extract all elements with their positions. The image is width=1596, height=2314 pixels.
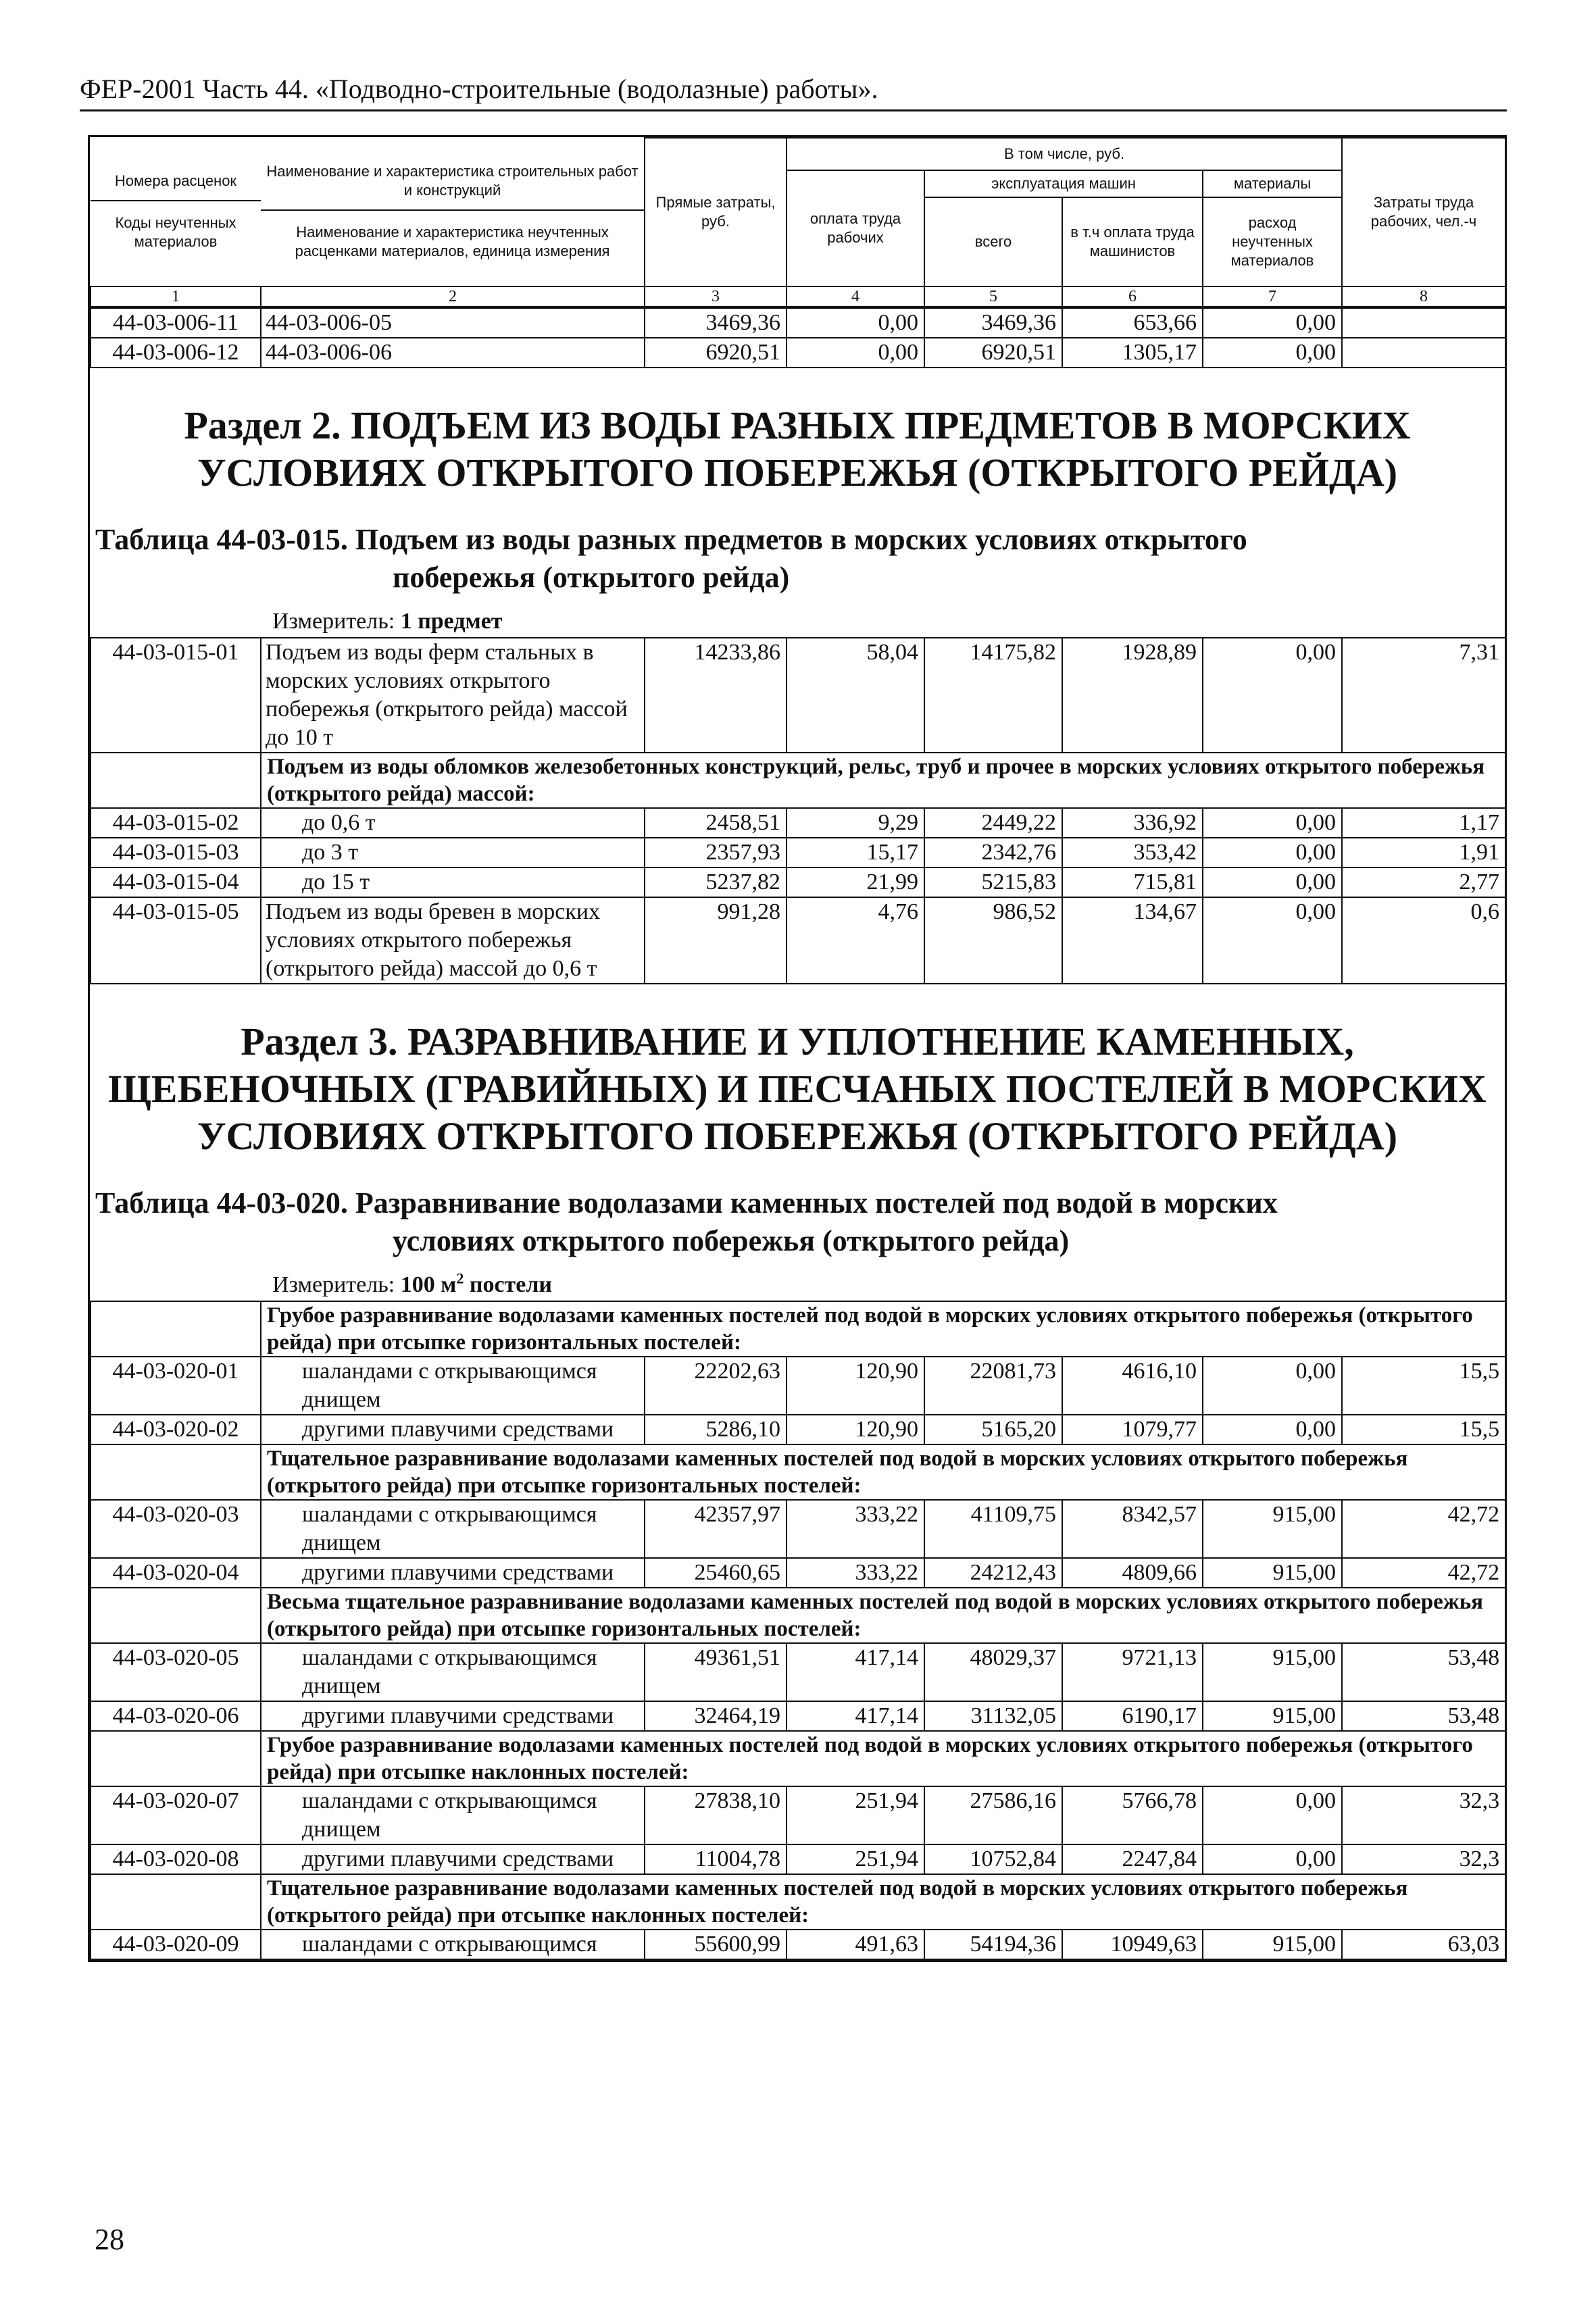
direct-cost: 3469,36	[645, 308, 787, 338]
table-44-03-020-title	[90, 1164, 1505, 1260]
group-header-row	[91, 1731, 1505, 1786]
work-name: Подъем из воды ферм стальных в морских условиях открытого побережья (открытого рейда) массой до 10 т	[261, 638, 645, 753]
labor-hours: 42,72	[1342, 1500, 1505, 1558]
materials-cost: 0,00	[1203, 308, 1342, 338]
materials-cost: 0,00	[1203, 1786, 1342, 1844]
col-num-6: 6	[1062, 286, 1203, 307]
rate-code: 44-03-015-03	[91, 838, 261, 867]
work-name: 44-03-006-06	[261, 338, 645, 368]
group-header: Подъем из воды обломков железобетонных конструкций, рельс, труб и прочее в морских условиях открытого побережья (открытого рейда) массой:	[261, 753, 1505, 808]
table-row	[91, 1643, 1505, 1701]
col-num-5: 5	[924, 286, 1062, 307]
machinist-pay: 336,92	[1062, 808, 1203, 838]
machine-cost: 41109,75	[924, 1500, 1062, 1558]
materials-cost: 0,00	[1203, 867, 1342, 897]
machine-cost: 14175,82	[924, 638, 1062, 753]
col-naim	[261, 138, 645, 286]
machine-cost: 48029,37	[924, 1643, 1062, 1701]
labor-hours: 7,31	[1342, 638, 1505, 753]
materials-cost: 0,00	[1203, 1844, 1342, 1874]
labor-pay: 120,90	[787, 1357, 924, 1415]
machinist-pay: 8342,57	[1062, 1500, 1203, 1558]
header-rule	[80, 109, 1507, 111]
materials-cost: 915,00	[1203, 1930, 1342, 1959]
machine-cost: 3469,36	[924, 308, 1062, 338]
machine-cost: 24212,43	[924, 1558, 1062, 1588]
rate-code: 44-03-020-01	[91, 1357, 261, 1415]
direct-cost: 11004,78	[645, 1844, 787, 1874]
labor-hours: 63,03	[1342, 1930, 1505, 1959]
machine-cost: 10752,84	[924, 1844, 1062, 1874]
group-header-spacer	[91, 1731, 261, 1786]
rate-code: 44-03-020-08	[91, 1844, 261, 1874]
work-name: другими плавучими средствами	[261, 1558, 645, 1588]
measurer-value	[400, 1269, 552, 1297]
col-nomera	[91, 138, 261, 286]
rate-code: 44-03-015-05	[91, 897, 261, 984]
machine-cost: 2342,76	[924, 838, 1062, 867]
table-row	[91, 338, 1505, 368]
table-row	[91, 1415, 1505, 1444]
labor-hours: 1,17	[1342, 808, 1505, 838]
col-num-2: 2	[261, 286, 645, 307]
section-3-title: Раздел 3. РАЗРАВНИВАНИЕ И УПЛОТНЕНИЕ КАМЕННЫХ, ЩЕБЕНОЧНЫХ (ГРАВИЙНЫХ) И ПЕСЧАНЫХ ПОСТЕЛЕЙ В МОРСКИХ УСЛОВИЯХ ОТКРЫТОГО ПОБЕРЕЖЬЯ (ОТКРЫТОГО РЕЙДА)	[108, 1020, 1487, 1158]
direct-cost: 55600,99	[645, 1930, 787, 1959]
machine-cost: 6920,51	[924, 338, 1062, 368]
table-header	[90, 137, 1506, 307]
col-oplata: оплата труда рабочих	[787, 170, 924, 286]
group-header: Тщательное разравнивание водолазами каменных постелей под водой в морских условиях открытого побережья (открытого рейда) при отсыпке горизонтальных постелей:	[261, 1444, 1505, 1500]
work-name: до 3 т	[261, 838, 645, 867]
machinist-pay: 4809,66	[1062, 1558, 1203, 1588]
col-zatraty: Затраты труда рабочих, чел.-ч	[1342, 138, 1505, 286]
group-header-spacer	[91, 1874, 261, 1930]
machinist-pay: 10949,63	[1062, 1930, 1203, 1959]
machinist-pay: 353,42	[1062, 838, 1203, 867]
section-2-title: Раздел 2. ПОДЪЕМ ИЗ ВОДЫ РАЗНЫХ ПРЕДМЕТОВ В МОРСКИХ УСЛОВИЯХ ОТКРЫТОГО ПОБЕРЕЖЬЯ (ОТКРЫТОГО РЕЙДА)	[184, 403, 1411, 495]
rate-code: 44-03-015-04	[91, 867, 261, 897]
running-header: ФЕР-2001 Часть 44. «Подводно-строительные (водолазные) работы».	[80, 74, 878, 104]
work-name: до 0,6 т	[261, 808, 645, 838]
direct-cost: 6920,51	[645, 338, 787, 368]
measurer-value: 1 предмет	[400, 609, 503, 634]
labor-pay: 9,29	[787, 808, 924, 838]
materials-cost: 0,00	[1203, 338, 1342, 368]
rate-code: 44-03-020-05	[91, 1643, 261, 1701]
labor-pay: 4,76	[787, 897, 924, 984]
labor-hours: 0,6	[1342, 897, 1505, 984]
group-header: Весьма тщательное разравнивание водолазами каменных постелей под водой в морских условиях открытого побережья (открытого рейда) при отсыпке горизонтальных постелей:	[261, 1588, 1505, 1643]
labor-pay: 21,99	[787, 867, 924, 897]
table-44-03-015-title	[90, 501, 1505, 597]
work-name: шаландами с открывающимся	[261, 1930, 645, 1959]
measurer	[90, 1260, 1505, 1301]
col-num-3: 3	[645, 286, 787, 307]
group-header-row	[91, 1444, 1505, 1500]
machinist-pay: 134,67	[1062, 897, 1203, 984]
labor-pay: 58,04	[787, 638, 924, 753]
table-row	[91, 1786, 1505, 1844]
labor-hours: 15,5	[1342, 1357, 1505, 1415]
rate-code: 44-03-006-12	[91, 338, 261, 368]
page-number: 28	[95, 2223, 124, 2256]
rate-code: 44-03-020-07	[91, 1786, 261, 1844]
table-row	[91, 1500, 1505, 1558]
col-ekspl: эксплуатация машин	[924, 170, 1203, 197]
group-header-spacer	[91, 1301, 261, 1357]
rate-code: 44-03-015-02	[91, 808, 261, 838]
labor-hours	[1342, 308, 1505, 338]
materials-cost: 0,00	[1203, 838, 1342, 867]
materials-cost: 0,00	[1203, 1415, 1342, 1444]
measurer	[90, 597, 1505, 637]
direct-cost: 32464,19	[645, 1701, 787, 1731]
measurer-superscript: 2	[456, 1269, 464, 1287]
machine-cost: 54194,36	[924, 1930, 1062, 1959]
labor-hours: 53,48	[1342, 1643, 1505, 1701]
table-title-line-2: условиях открытого побережья (открытого рейда)	[393, 1224, 1070, 1257]
col-num-4: 4	[787, 286, 924, 307]
labor-pay: 251,94	[787, 1844, 924, 1874]
labor-pay: 15,17	[787, 838, 924, 867]
group-header-spacer	[91, 753, 261, 808]
table-row	[91, 897, 1505, 984]
measurer-value-text: 100 м	[400, 1272, 457, 1297]
materials-cost: 915,00	[1203, 1701, 1342, 1731]
labor-pay: 417,14	[787, 1643, 924, 1701]
work-name: шаландами с открывающимся днищем	[261, 1786, 645, 1844]
labor-hours: 53,48	[1342, 1701, 1505, 1731]
top-rows-table	[90, 307, 1506, 368]
price-table	[88, 135, 1507, 1962]
measurer-label: Измеритель:	[272, 1272, 395, 1297]
group-header: Грубое разравнивание водолазами каменных постелей под водой в морских условиях открытого побережья (открытого рейда) при отсыпке наклонных постелей:	[261, 1731, 1505, 1786]
machinist-pay: 2247,84	[1062, 1844, 1203, 1874]
table-row	[91, 1558, 1505, 1588]
group-header: Тщательное разравнивание водолазами каменных постелей под водой в морских условиях открытого побережья (открытого рейда) при отсыпке наклонных постелей:	[261, 1874, 1505, 1930]
direct-cost: 5237,82	[645, 867, 787, 897]
direct-cost: 14233,86	[645, 638, 787, 753]
col-pryamye: Прямые затраты, руб.	[645, 138, 787, 286]
machinist-pay: 9721,13	[1062, 1643, 1203, 1701]
labor-hours: 1,91	[1342, 838, 1505, 867]
col-num-1: 1	[91, 286, 261, 307]
machinist-pay: 5766,78	[1062, 1786, 1203, 1844]
direct-cost: 25460,65	[645, 1558, 787, 1588]
rate-code: 44-03-015-01	[91, 638, 261, 753]
materials-cost: 915,00	[1203, 1558, 1342, 1588]
section-2-table	[90, 637, 1506, 984]
labor-pay: 333,22	[787, 1558, 924, 1588]
work-name: шаландами с открывающимся днищем	[261, 1500, 645, 1558]
measurer-label: Измеритель:	[272, 609, 395, 634]
rate-code: 44-03-020-09	[91, 1930, 261, 1959]
table-row	[91, 867, 1505, 897]
materials-cost: 0,00	[1203, 897, 1342, 984]
work-name: 44-03-006-05	[261, 308, 645, 338]
work-name: шаландами с открывающимся днищем	[261, 1643, 645, 1701]
rate-code: 44-03-020-03	[91, 1500, 261, 1558]
col-materialy: материалы	[1203, 170, 1342, 197]
table-row	[91, 638, 1505, 753]
direct-cost: 27838,10	[645, 1786, 787, 1844]
machine-cost: 22081,73	[924, 1357, 1062, 1415]
group-header-row	[91, 1301, 1505, 1357]
labor-hours	[1342, 338, 1505, 368]
group-header-row	[91, 753, 1505, 808]
work-name: до 15 т	[261, 867, 645, 897]
col-num-7: 7	[1203, 286, 1342, 307]
direct-cost: 5286,10	[645, 1415, 787, 1444]
col-vsego: всего	[924, 197, 1062, 286]
machinist-pay: 715,81	[1062, 867, 1203, 897]
group-header-spacer	[91, 1588, 261, 1643]
labor-pay: 0,00	[787, 308, 924, 338]
labor-pay: 0,00	[787, 338, 924, 368]
table-row	[91, 1930, 1505, 1959]
work-name: другими плавучими средствами	[261, 1844, 645, 1874]
table-row	[91, 808, 1505, 838]
materials-cost: 0,00	[1203, 1357, 1342, 1415]
table-title-line-2: побережья (открытого рейда)	[393, 561, 790, 594]
machinist-pay: 4616,10	[1062, 1357, 1203, 1415]
machine-cost: 986,52	[924, 897, 1062, 984]
col-nomera-top: Номера расценок	[91, 169, 261, 201]
labor-hours: 32,3	[1342, 1844, 1505, 1874]
table-title-line-1: Таблица 44-03-020. Разравнивание водолазами каменных постелей под водой в морских	[95, 1186, 1278, 1219]
machine-cost: 5165,20	[924, 1415, 1062, 1444]
col-nomera-bottom: Коды неучтенных материалов	[115, 213, 236, 250]
materials-cost: 0,00	[1203, 808, 1342, 838]
machine-cost: 5215,83	[924, 867, 1062, 897]
direct-cost: 991,28	[645, 897, 787, 984]
col-num-8: 8	[1342, 286, 1505, 307]
direct-cost: 2357,93	[645, 838, 787, 867]
labor-pay: 417,14	[787, 1701, 924, 1731]
col-vtch: в т.ч оплата труда машинистов	[1062, 197, 1203, 286]
col-naim-bottom: Наименование и характеристика неучтенных расценками материалов, единица измерения	[295, 223, 610, 259]
table-row	[91, 1701, 1505, 1731]
table-row	[91, 308, 1505, 338]
materials-cost: 0,00	[1203, 638, 1342, 753]
machinist-pay: 653,66	[1062, 308, 1203, 338]
rate-code: 44-03-006-11	[91, 308, 261, 338]
work-name: другими плавучими средствами	[261, 1415, 645, 1444]
labor-pay: 120,90	[787, 1415, 924, 1444]
direct-cost: 42357,97	[645, 1500, 787, 1558]
machine-cost: 2449,22	[924, 808, 1062, 838]
table-row	[91, 1357, 1505, 1415]
labor-pay: 333,22	[787, 1500, 924, 1558]
machinist-pay: 1079,77	[1062, 1415, 1203, 1444]
labor-hours: 15,5	[1342, 1415, 1505, 1444]
direct-cost: 22202,63	[645, 1357, 787, 1415]
materials-cost: 915,00	[1203, 1643, 1342, 1701]
direct-cost: 2458,51	[645, 808, 787, 838]
machine-cost: 27586,16	[924, 1786, 1062, 1844]
group-header: Грубое разравнивание водолазами каменных постелей под водой в морских условиях открытого побережья (открытого рейда) при отсыпке горизонтальных постелей:	[261, 1301, 1505, 1357]
labor-hours: 32,3	[1342, 1786, 1505, 1844]
labor-pay: 491,63	[787, 1930, 924, 1959]
table-row	[91, 1844, 1505, 1874]
work-name: Подъем из воды бревен в морских условиях открытого побережья (открытого рейда) массой до 0,6 т	[261, 897, 645, 984]
group-header-row	[91, 1588, 1505, 1643]
measurer-value-tail: постели	[469, 1272, 552, 1297]
rate-code: 44-03-020-02	[91, 1415, 261, 1444]
table-row	[91, 838, 1505, 867]
machinist-pay: 6190,17	[1062, 1701, 1203, 1731]
machine-cost: 31132,05	[924, 1701, 1062, 1731]
column-number-row	[91, 286, 1505, 307]
labor-hours: 42,72	[1342, 1558, 1505, 1588]
section-3-table	[90, 1301, 1506, 1960]
machinist-pay: 1928,89	[1062, 638, 1203, 753]
labor-pay: 251,94	[787, 1786, 924, 1844]
labor-hours: 2,77	[1342, 867, 1505, 897]
rate-code: 44-03-020-04	[91, 1558, 261, 1588]
direct-cost: 49361,51	[645, 1643, 787, 1701]
table-title-line-1: Таблица 44-03-015. Подъем из воды разных предметов в морских условиях открытого	[95, 523, 1247, 556]
machinist-pay: 1305,17	[1062, 338, 1203, 368]
work-name: другими плавучими средствами	[261, 1701, 645, 1731]
rate-code: 44-03-020-06	[91, 1701, 261, 1731]
materials-cost: 915,00	[1203, 1500, 1342, 1558]
work-name: шаландами с открывающимся днищем	[261, 1357, 645, 1415]
col-v-tom-chisle: В том числе, руб.	[787, 138, 1342, 170]
group-header-row	[91, 1874, 1505, 1930]
col-rashod: расход неучтенных материалов	[1203, 197, 1342, 286]
group-header-spacer	[91, 1444, 261, 1500]
col-naim-top: Наименование и характеристика строительных работ и конструкций	[261, 159, 644, 211]
